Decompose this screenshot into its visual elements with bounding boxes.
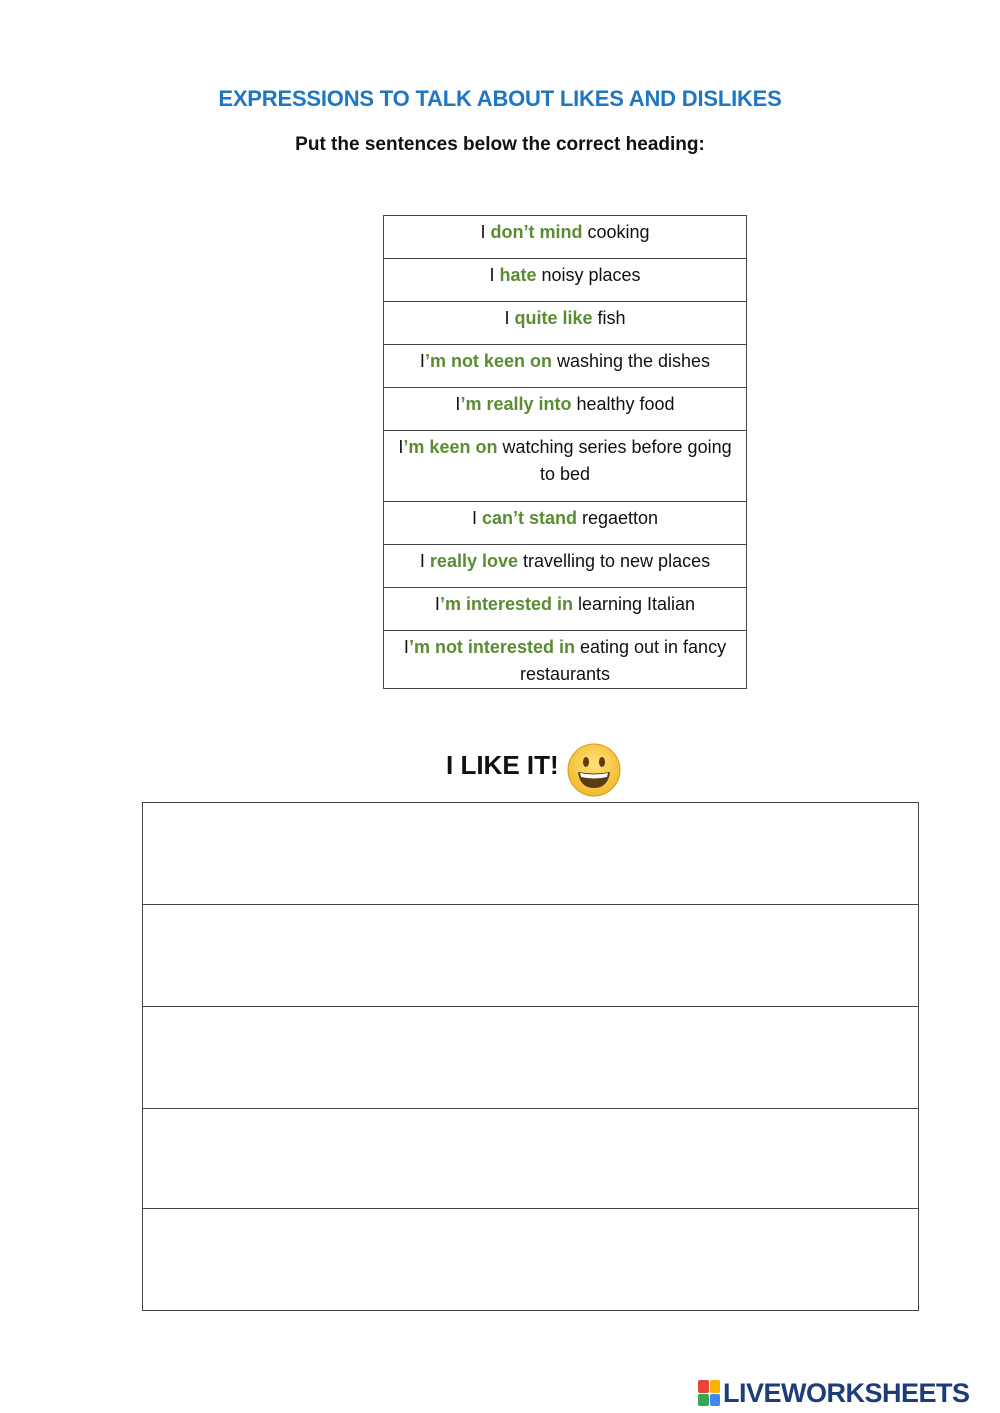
answer-row <box>143 1109 919 1209</box>
sentence-cell[interactable]: I can’t stand regaetton <box>384 502 747 545</box>
sentence-cell[interactable]: I’m not keen on washing the dishes <box>384 345 747 388</box>
sentence-cell[interactable]: I’m interested in learning Italian <box>384 588 747 631</box>
sentence-row <box>384 502 747 545</box>
sentence-row <box>384 588 747 631</box>
sentence-row <box>384 631 747 689</box>
answer-cell[interactable] <box>143 905 919 1007</box>
sentence-cell[interactable]: I’m not interested in eating out in fancy restaurants <box>384 631 747 689</box>
answer-row <box>143 1209 919 1311</box>
answer-cell[interactable] <box>143 1007 919 1109</box>
worksheet-title: EXPRESSIONS TO TALK ABOUT LIKES AND DISLIKES <box>218 86 782 111</box>
sentence-row <box>384 431 747 502</box>
sentence-cell[interactable]: I hate noisy places <box>384 259 747 302</box>
sentence-row <box>384 259 747 302</box>
logo-mark-icon <box>698 1380 720 1406</box>
i-like-it-heading: I LIKE IT! <box>446 750 559 780</box>
answer-cell[interactable] <box>143 1109 919 1209</box>
logo-text: LIVEWORKSHEETS <box>723 1377 970 1408</box>
smiley-face-icon <box>566 742 622 798</box>
sentence-cell[interactable]: I’m really into healthy food <box>384 388 747 431</box>
sentence-row <box>384 545 747 588</box>
answer-row <box>143 803 919 905</box>
answer-cell[interactable] <box>143 1209 919 1311</box>
sentence-cell[interactable]: I quite like fish <box>384 302 747 345</box>
sentence-row <box>384 302 747 345</box>
sentence-row <box>384 345 747 388</box>
answer-row <box>143 1007 919 1109</box>
sentence-cell[interactable]: I’m keen on watching series before going to bed <box>384 431 747 502</box>
answer-row <box>143 905 919 1007</box>
sentence-row <box>384 388 747 431</box>
answer-table <box>142 802 919 1311</box>
instruction: Put the sentences below the correct heading: <box>295 134 705 155</box>
liveworksheets-logo <box>698 1377 970 1409</box>
answer-cell[interactable] <box>143 803 919 905</box>
sentence-cell[interactable]: I don’t mind cooking <box>384 216 747 259</box>
sentences-table <box>383 215 747 689</box>
sentence-cell[interactable]: I really love travelling to new places <box>384 545 747 588</box>
sentence-row <box>384 216 747 259</box>
